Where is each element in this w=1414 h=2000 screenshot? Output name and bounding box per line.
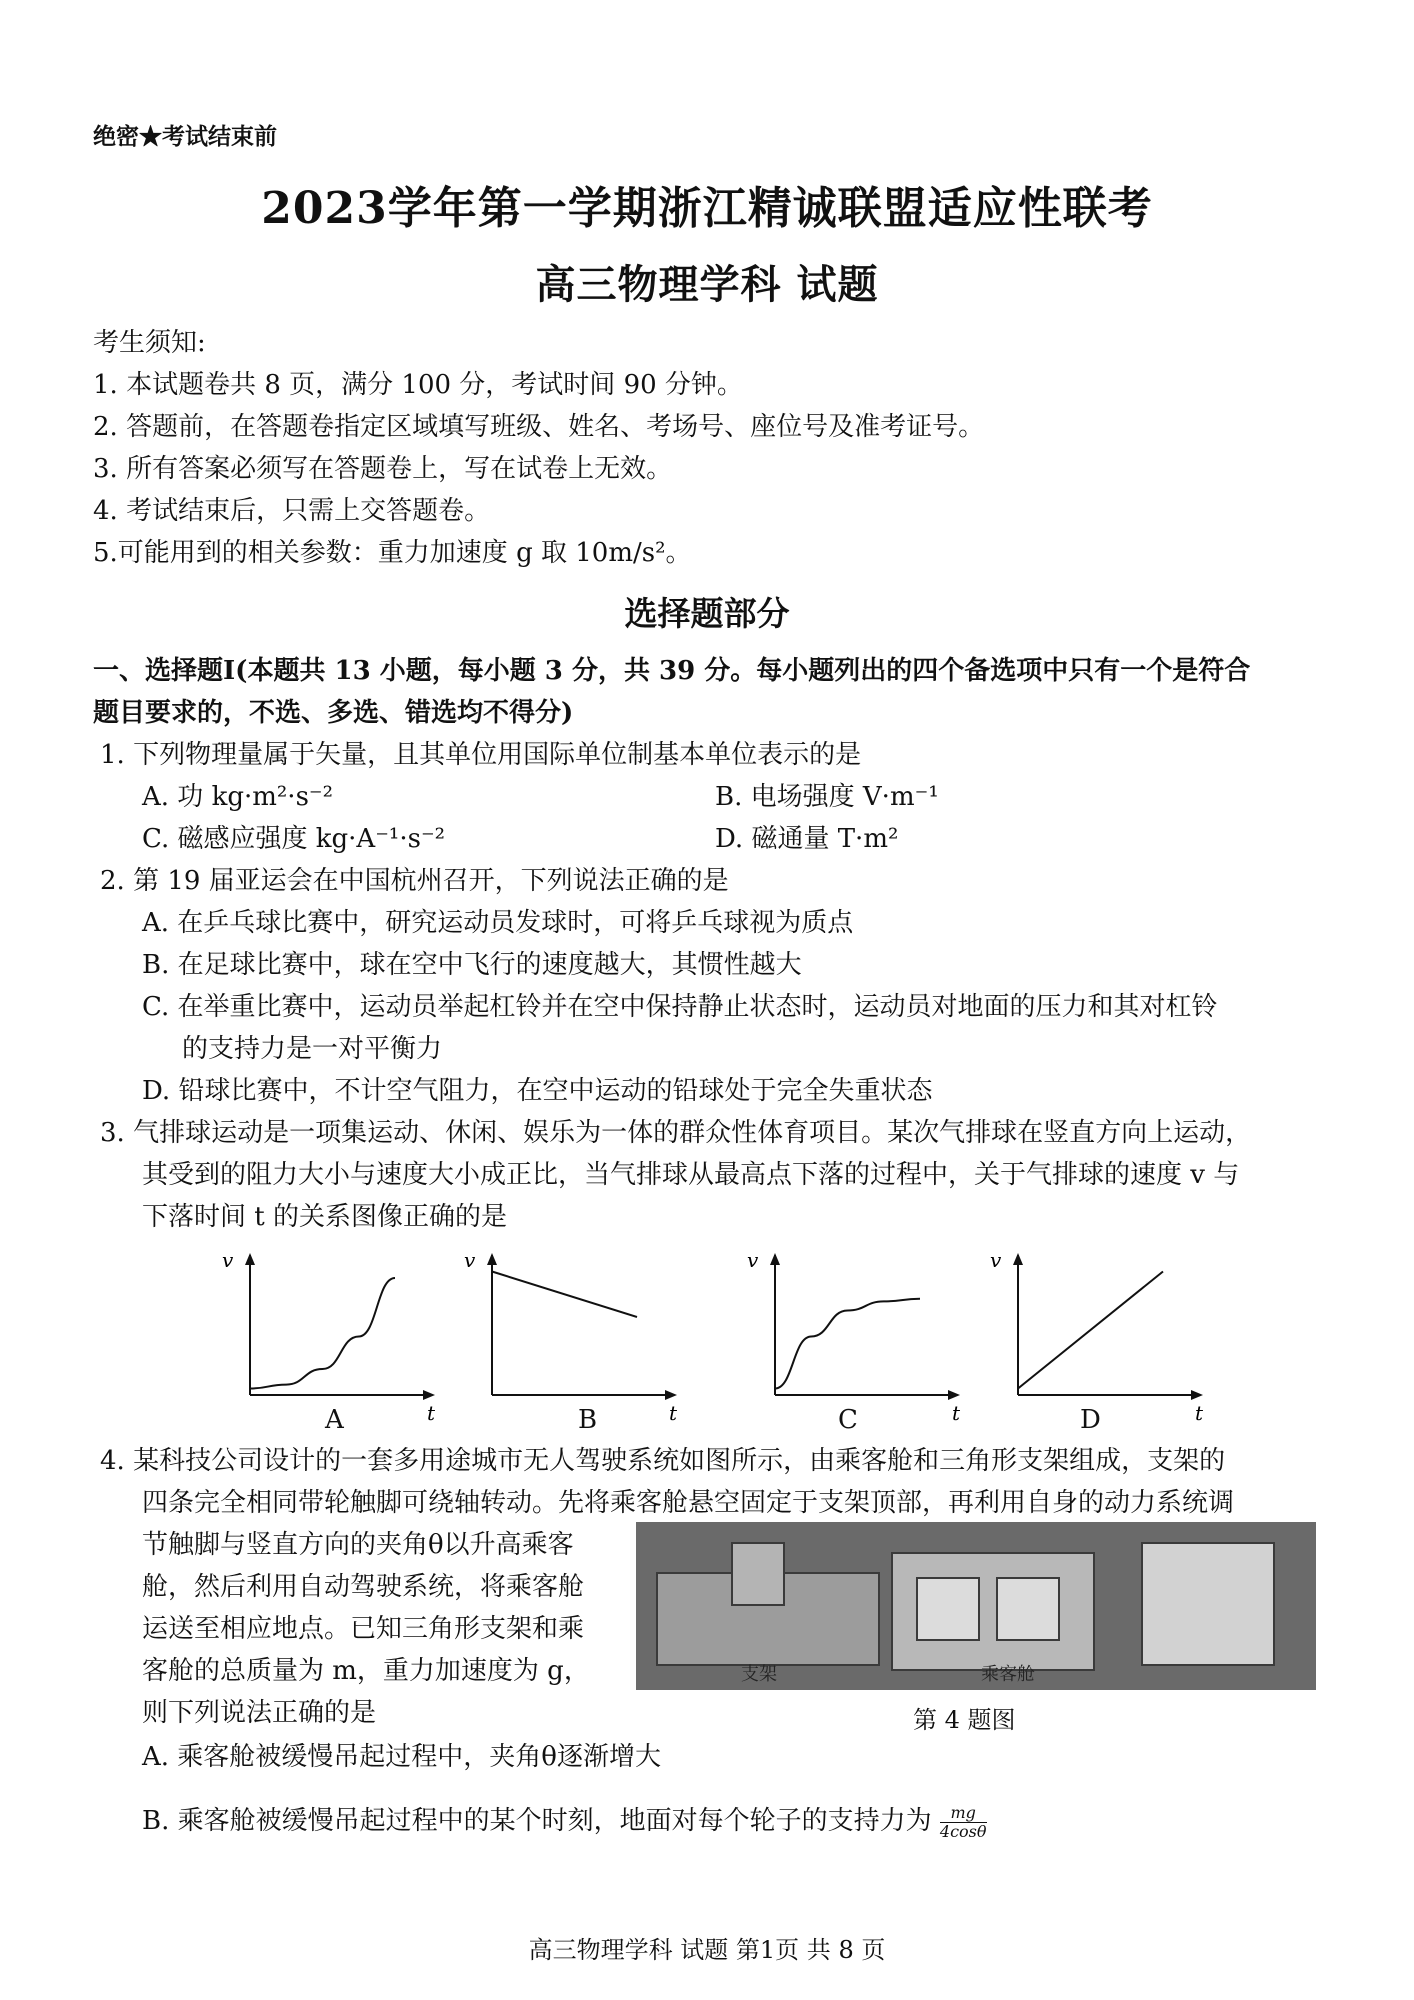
series-line [1018, 1272, 1163, 1389]
exam-subtitle: 高三物理学科 试题 [535, 261, 879, 308]
q2-option-c-cont: 的支持力是一对平衡力 [182, 1034, 443, 1064]
q3-graph-svg [0, 1240, 1414, 1425]
cabin-window [996, 1577, 1060, 1641]
cabin-window [916, 1577, 980, 1641]
x-axis-label: t [669, 1401, 678, 1425]
q4-option-b-fraction [940, 1804, 987, 1841]
q3-stem-line1: 3. 气排球运动是一项集运动、休闲、娱乐为一体的群众性体育项目。某次气排球在竖直方向上运动， [100, 1118, 1252, 1148]
figure-label-cabin: 乘客舱 [981, 1664, 1035, 1685]
x-axis-label: t [427, 1401, 436, 1425]
q2-option-a: A. 在乒乓球比赛中，研究运动员发球时，可将乒乓球视为质点 [142, 908, 854, 938]
x-axis-arrow-icon [665, 1390, 677, 1400]
q2-option-b: B. 在足球比赛中，球在空中飞行的速度越大，其惯性越大 [142, 950, 802, 980]
support-top-shape [731, 1542, 785, 1606]
q4-stem-line1: 4. 某科技公司设计的一套多用途城市无人驾驶系统如图所示，由乘客舱和三角形支架组成，支架的 [100, 1446, 1226, 1476]
section-title: 选择题部分 [624, 594, 790, 633]
q2-option-d: D. 铅球比赛中，不计空气阻力，在空中运动的铅球处于完全失重状态 [142, 1076, 933, 1106]
q1-stem: 1. 下列物理量属于矢量，且其单位用国际单位制基本单位表示的是 [100, 740, 862, 770]
q4-stem-line3: 节触脚与竖直方向的夹角θ以升高乘客 [142, 1530, 574, 1560]
series-line [250, 1278, 395, 1389]
q3-stem-line3: 下落时间 t 的关系图像正确的是 [142, 1202, 507, 1232]
q4-stem-line2: 四条完全相同带轮触脚可绕轴转动。先将乘客舱悬空固定于支架顶部，再利用自身的动力系统调 [142, 1488, 1235, 1518]
notice-item: 4. 考试结束后，只需上交答题卷。 [93, 496, 491, 526]
notice-list [93, 364, 984, 574]
q4-option-b [142, 1800, 987, 1842]
q1-option-d: D. 磁通量 T·m² [715, 824, 899, 854]
y-axis-label: v [222, 1248, 234, 1272]
q1-option-c: C. 磁感应强度 kg·A⁻¹·s⁻² [142, 824, 446, 854]
notice-item: 5.可能用到的相关参数：重力加速度 g 取 10m/s²。 [93, 538, 692, 568]
q2-stem: 2. 第 19 届亚运会在中国杭州召开，下列说法正确的是 [100, 866, 729, 896]
q4-stem-line7: 则下列说法正确的是 [142, 1698, 377, 1728]
x-axis-label: t [1195, 1401, 1204, 1425]
q4-stem-line6: 客舱的总质量为 m，重力加速度为 g， [142, 1656, 590, 1686]
q4-stem-line5: 运送至相应地点。已知三角形支架和乘 [142, 1614, 585, 1644]
part-heading-line1: 一、选择题Ⅰ(本题共 13 小题，每小题 3 分，共 39 分。每小题列出的四个备选项中只有一个是符合 [93, 656, 1251, 686]
q3-graphs [0, 1240, 1414, 1425]
y-axis-label: v [747, 1248, 759, 1272]
series-line [775, 1299, 920, 1389]
y-axis-arrow-icon [1013, 1253, 1023, 1265]
y-axis-label: v [464, 1248, 476, 1272]
y-axis-arrow-icon [487, 1253, 497, 1265]
exam-title: 2023学年第一学期浙江精诚联盟适应性联考 [261, 183, 1153, 234]
page-footer: 高三物理学科 试题 第1页 共 8 页 [528, 1936, 886, 1964]
fraction-denominator: 4cosθ [939, 1821, 987, 1841]
notice-item: 3. 所有答案必须写在答题卷上，写在试卷上无效。 [93, 454, 673, 484]
q2-option-c: C. 在举重比赛中，运动员举起杠铃并在空中保持静止状态时，运动员对地面的压力和其对杠铃 [142, 992, 1218, 1022]
notice-heading: 考生须知: [93, 328, 206, 358]
x-axis-arrow-icon [1191, 1390, 1203, 1400]
y-axis-arrow-icon [245, 1253, 255, 1265]
confidential-mark: 绝密★考试结束前 [93, 123, 277, 150]
x-axis-arrow-icon [423, 1390, 435, 1400]
q4-figure-caption: 第 4 题图 [913, 1706, 1016, 1734]
q4-stem-line4: 舱，然后利用自动驾驶系统，将乘客舱 [142, 1572, 585, 1602]
assembled-vehicle-shape [1141, 1542, 1275, 1666]
graph-label-d: D [1080, 1405, 1101, 1435]
q1-option-b: B. 电场强度 V·m⁻¹ [715, 782, 939, 812]
q4-option-b-text: B. 乘客舱被缓慢吊起过程中的某个时刻，地面对每个轮子的支持力为 [142, 1806, 932, 1836]
q3-stem-line2: 其受到的阻力大小与速度大小成正比，当气排球从最高点下落的过程中，关于气排球的速度 v 与 [142, 1160, 1240, 1190]
graph-label-a: A [325, 1405, 344, 1435]
figure-label-support: 支架 [741, 1664, 777, 1685]
x-axis-label: t [952, 1401, 961, 1425]
notice-item: 1. 本试题卷共 8 页，满分 100 分，考试时间 90 分钟。 [93, 370, 743, 400]
q4-figure-photo [636, 1522, 1316, 1690]
graph-label-b: B [578, 1405, 598, 1435]
part-heading-line2: 题目要求的，不选、多选、错选均不得分) [93, 698, 574, 728]
y-axis-label: v [990, 1248, 1002, 1272]
graph-label-c: C [838, 1405, 858, 1435]
q4-option-a: A. 乘客舱被缓慢吊起过程中，夹角θ逐渐增大 [142, 1742, 661, 1772]
notice-item: 2. 答题前，在答题卷指定区域填写班级、姓名、考场号、座位号及准考证号。 [93, 412, 985, 442]
fraction-numerator: mg [940, 1804, 987, 1823]
series-line [492, 1272, 637, 1318]
x-axis-arrow-icon [948, 1390, 960, 1400]
q1-option-a: A. 功 kg·m²·s⁻² [142, 782, 334, 812]
y-axis-arrow-icon [770, 1253, 780, 1265]
